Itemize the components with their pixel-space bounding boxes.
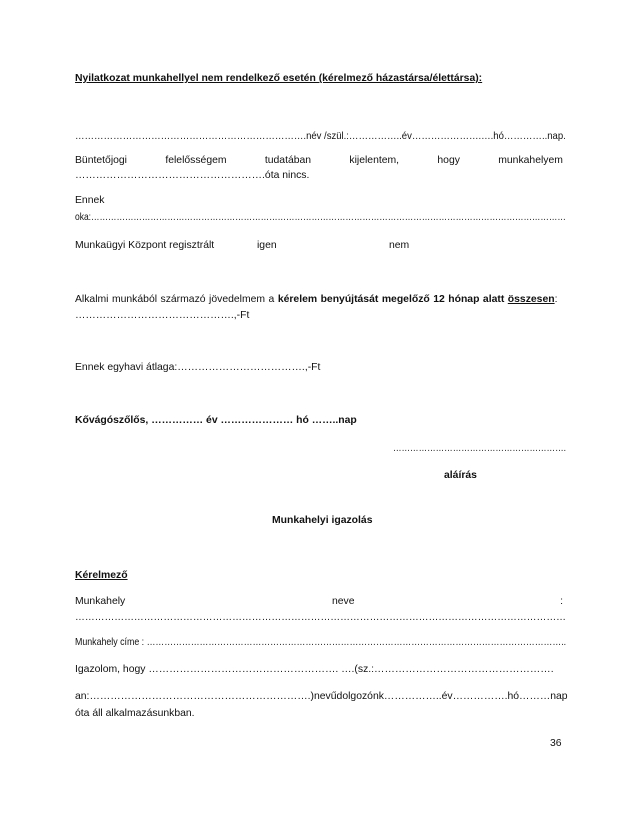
employed-since-line: óta áll alkalmazásunkban. <box>75 708 195 719</box>
word: év <box>441 691 453 702</box>
income-line <box>75 294 563 306</box>
workplace-name-line <box>75 596 563 610</box>
income-period: kérelem benyújtását megelőző 12 hónap alatt <box>277 294 505 305</box>
word: dolgozónk <box>336 691 384 702</box>
certify-line: Igazolom, hogy ………………………………………………. ….(sz.:……………………………………………. <box>75 664 554 675</box>
criminal-liability-line <box>75 155 563 167</box>
section-title: Munkahelyi igazolás <box>272 515 373 526</box>
employee-line <box>75 691 568 703</box>
word: hogy <box>437 155 460 166</box>
page-number: 36 <box>550 738 562 749</box>
word: ……………. <box>452 691 508 702</box>
registered-no: nem <box>389 240 410 251</box>
applicant-label: Kérelmező <box>75 570 128 581</box>
workplace-address-line: Munkahely címe : …………………………………………………………………………………………………………………………….. <box>75 637 567 648</box>
reason-label: Ennek <box>75 195 105 206</box>
signature-dots: ……………………………………………………. <box>393 443 566 454</box>
workplace-dots-line: …………………………………………………………………………………………………………………………………… <box>75 612 566 623</box>
no-workplace-since-line: ……………………………………………….óta nincs. <box>75 170 310 181</box>
income-total: összesen <box>507 294 555 305</box>
word: : <box>560 596 563 607</box>
word: neve <box>332 596 355 607</box>
income-text: Alkalmi munkából származó jövedelmem a <box>75 294 278 305</box>
word: felelősségem <box>165 155 227 166</box>
word: kijelentem, <box>349 155 400 166</box>
registered-label: Munkaügyi Központ regisztrált <box>75 240 215 251</box>
word: Munkahely <box>75 596 126 607</box>
word: munkahelyem <box>498 155 563 166</box>
signature-label: aláírás <box>444 470 477 481</box>
word: nevű <box>314 691 337 702</box>
name-birth-line: ……………………………………………………………….név /szül.:……………..év………………….….hó…………..nap. <box>75 131 566 142</box>
word: nap <box>550 691 568 702</box>
word: an:……………………………………………………….) <box>75 691 314 702</box>
registered-yes: igen <box>257 240 277 251</box>
income-colon: : <box>554 294 558 305</box>
monthly-average-line: Ennek egyhavi átlaga:……………………………….,-Ft <box>75 362 321 373</box>
word: tudatában <box>264 155 312 166</box>
income-amount-line: ……………………………………….,-Ft <box>75 310 250 321</box>
word: Büntetőjogi <box>75 155 127 166</box>
word: hó <box>507 691 520 702</box>
word: ……… <box>519 691 551 702</box>
reason-line: oka:…………………………………………………………………………………………………………………………………………………… <box>75 212 566 223</box>
declaration-title: Nyilatkozat munkahellyel nem rendelkező esetén (kérelmező házastársa/élettársa): <box>75 73 483 84</box>
date-line: Kővágószőlős, …………… év ………………… hó ……..nap <box>75 415 357 426</box>
word: …………….. <box>383 691 442 702</box>
